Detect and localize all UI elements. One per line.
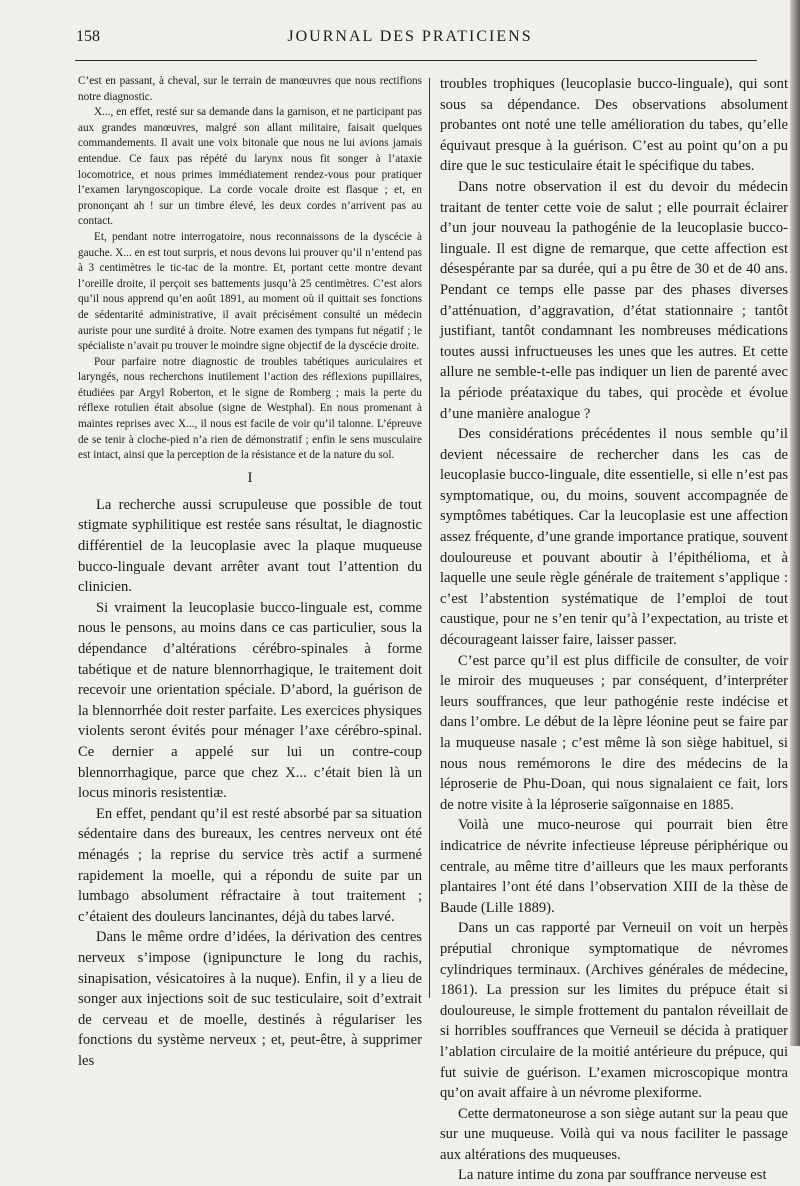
section-heading: I [247, 469, 253, 486]
paragraph: C’est en passant, à cheval, sur le terrain de manœuvres que nous rectifions notre diagnostic. [78, 75, 422, 103]
paragraph: Si vraiment la leucoplasie bucco-linguale est, comme nous le pensons, au moins dans ce cas particulier, sous la dépendance d’altérations cérébro-spinales à forme tabétique et de nature blennorrhagique, le traitement doit recevoir une orientation spéciale. D’abord, la guérison de la blennorrhée doit rester parfaite. Les exercices physiques violents seront évités pour ménager l’axe cérébro-spinal. Ce dernier a appelé sur lui un contre-coup blennorrhagique, parce que chez X... c’était bien là un locus minoris resistentiæ. [78, 599, 422, 802]
paragraph: Dans le même ordre d’idées, la dérivation des centres nerveux s’impose (ignipuncture le long du rachis, sinapisation, vésicatoires à la nuque). Enfin, il y a lieu de songer aux injections soit de suc testiculaire, soit d’extrait de cerveau et de moelle, destinés à régulariser les fonctions du système nerveux ; et, peut-être, à supprimer les [78, 929, 422, 1069]
paragraph: troubles trophiques (leucoplasie bucco-linguale), qui sont sous sa dépendance. Des observations absolument probantes ont noté une telle amélioration du tabes, qu’elle équivaut presque à la guérison. C’est au point qu’on a pu dire que le suc testiculaire était le spécifique du tabes. [440, 76, 788, 175]
paragraph: X..., en effet, resté sur sa demande dans la garnison, et ne participant pas aux grandes manœuvres, malgré son allant militaire, faisait quelques commandements. Il avait une voix bitonale que nous ne lui avions jamais entendue. Ce faux pas répété du larynx nous fit songer à l’ataxie locomotrice, et nous primes immédiatement rendez-vous pour pratiquer l’examen laryngoscopique. La corde vocale droite est flasque ; et, en prononçant ah ! sur un timbre élevé, les deux cordes n’arrivent pas au contact. [78, 106, 422, 228]
observation-text [78, 74, 422, 464]
paragraph: Pour parfaire notre diagnostic de troubles tabétiques auriculaires et laryngés, nous recherchons inutilement l’action des réflexions pupillaires, étudiées par Argyl Roberton, et le signe de Romberg ; mais la perte du réflexe rotulien était absolue (signe de Westphal). En nous promenant à maintes reprises avec X..., il nous est facile de voir qu’il talonne. L’épreuve de se tenir à cloche-pied n’a rien de démonstratif ; enfin le sens musculaire est intact, ainsi que la perception de la résistance et de la nature du sol. [78, 355, 422, 462]
paragraph: Voilà une muco-neurose qui pourrait bien être indicatrice de névrite infectieuse lépreuse périphérique ou centrale, au même titre d’ailleurs que les maux perforants plantaires l’ont été dans l’observation XIII de la thèse de Baude (Lille 1889). [440, 817, 788, 916]
page-edge-shadow [790, 0, 800, 1046]
paragraph: La recherche aussi scrupuleuse que possible de tout stigmate syphilitique est restée sans résultat, le diagnostic différentiel de la leucoplasie avec la plaque muqueuse bucco-linguale devant arrêter avant tout l’attention du clinicien. [78, 496, 422, 596]
page-header [60, 28, 760, 52]
paragraph: En effet, pendant qu’il est resté absorbé par sa situation sédentaire dans des bureaux, les centres nerveux ont été ménagés ; la reprise du service très actif a surmené rapidement la moelle, qui a répondu de suite par un lumbago absolument réfractaire à tout traitement ; c’étaient des douleurs lancinantes, déjà du tabes larvé. [78, 805, 422, 925]
discussion-text [78, 495, 422, 1072]
running-title: JOURNAL DES PRATICIENS [287, 28, 533, 45]
page-number: 158 [76, 28, 100, 45]
paragraph: Et, pendant notre interrogatoire, nous reconnaissons de la dyscécie à gauche. X... en est tout surpris, et nous devons lui prouver qu’il n’entend pas à 3 centimètres le tic-tac de la montre. Et, portant cette montre devant l’oreille droite, il perçoit ses battements jusqu’à 25 centimètres. C’est alors qu’il nous apprend qu’en août 1891, au moment où il quittait ses fonctions de sédentarité administrative, il avait précisément consulté un médecin auriste pour une surdité à droite. Notre examen des tympans fut négatif ; le spécialiste n’avait pu trouver le moindre signe objectif de la dyscécie droite. [78, 230, 422, 353]
paragraph: Dans un cas rapporté par Verneuil on voit un herpès préputial chronique symptomatique de névromes cylindriques terminaux. (Archives générales de médecine, 1861). La pression sur les limites du prépuce était si douloureuse, le simple frottement du pantalon réveillait de si horribles souffrances que Verneuil se décida à pratiquer l’ablation circulaire de la moitié antérieure du prépuce, qui fut suivie de guérison. L’examen microscopique montra qu’on avait affaire à un névrome plexiforme. [440, 920, 788, 1102]
header-rule [75, 60, 757, 61]
paragraph: La nature intime du zona par souffrance nerveuse est [458, 1167, 767, 1184]
paragraph: Des considérations précédentes il nous semble qu’il devient nécessaire de rechercher dans les cas de leucoplasie bucco-linguale, dite essentielle, si elle n’est pas symptomatique, ou, du moins, souvent accompagnée de symptômes tabétiques. Car la leucoplasie est une affection assez fréquente, d’une grande importance pratique, souvent douloureuse et pouvant aboutir à l’épithélioma, et à laquelle une seule règle générale de traitement s’applique : c’est l’abstention systématique de l’emploi de tout caustique, pour ne s’en tenir qu’à l’expectation, au triste et décourageant laisser faire, laisser passer. [440, 426, 788, 649]
paragraph: C’est parce qu’il est plus difficile de consulter, de voir le miroir des muqueuses ; par conséquent, d’interpréter leurs souffrances, que leur pathogénie reste indécise et dans l’ombre. Le début de la lèpre léonine peut se faire par la muqueuse nasale ; c’est même là son siège habituel, si nous nous remémorons le dire des médecins de la léproserie de Phu-Doan, qui nous signalaient ce fait, lors de notre visite à la léproserie saïgonnaise en 1885. [440, 652, 788, 813]
paragraph: Cette dermatoneurose a son siège autant sur la peau que sur une muqueuse. Voilà qui va nous faciliter le passage aux altérations des muqueuses. [440, 1105, 788, 1163]
right-column [440, 74, 788, 1186]
left-column [78, 74, 422, 1071]
column-divider [429, 78, 430, 998]
paragraph: Dans notre observation il est du devoir du médecin traitant de tenter cette voie de salut ; elle pourrait éclairer d’un jour nouveau la pathogénie de la leucoplasie bucco-linguale. Il est digne de remarque, que cette affection est désespérante par sa durée, qui a pu être de 30 et de 40 ans. Pendant ce temps elle passe par des phases diverses d’atténuation, d’aggravation, d’état stationnaire ; tantôt justifiant, tantôt condamnant les nombreuses médications toutes aussi infructueuses les unes que les autres. Et cette allure ne semble-t-elle pas indiquer un lien de parenté avec la période préataxique du tabes, qui procède et évolue d’une manière analogue ? [440, 178, 788, 422]
